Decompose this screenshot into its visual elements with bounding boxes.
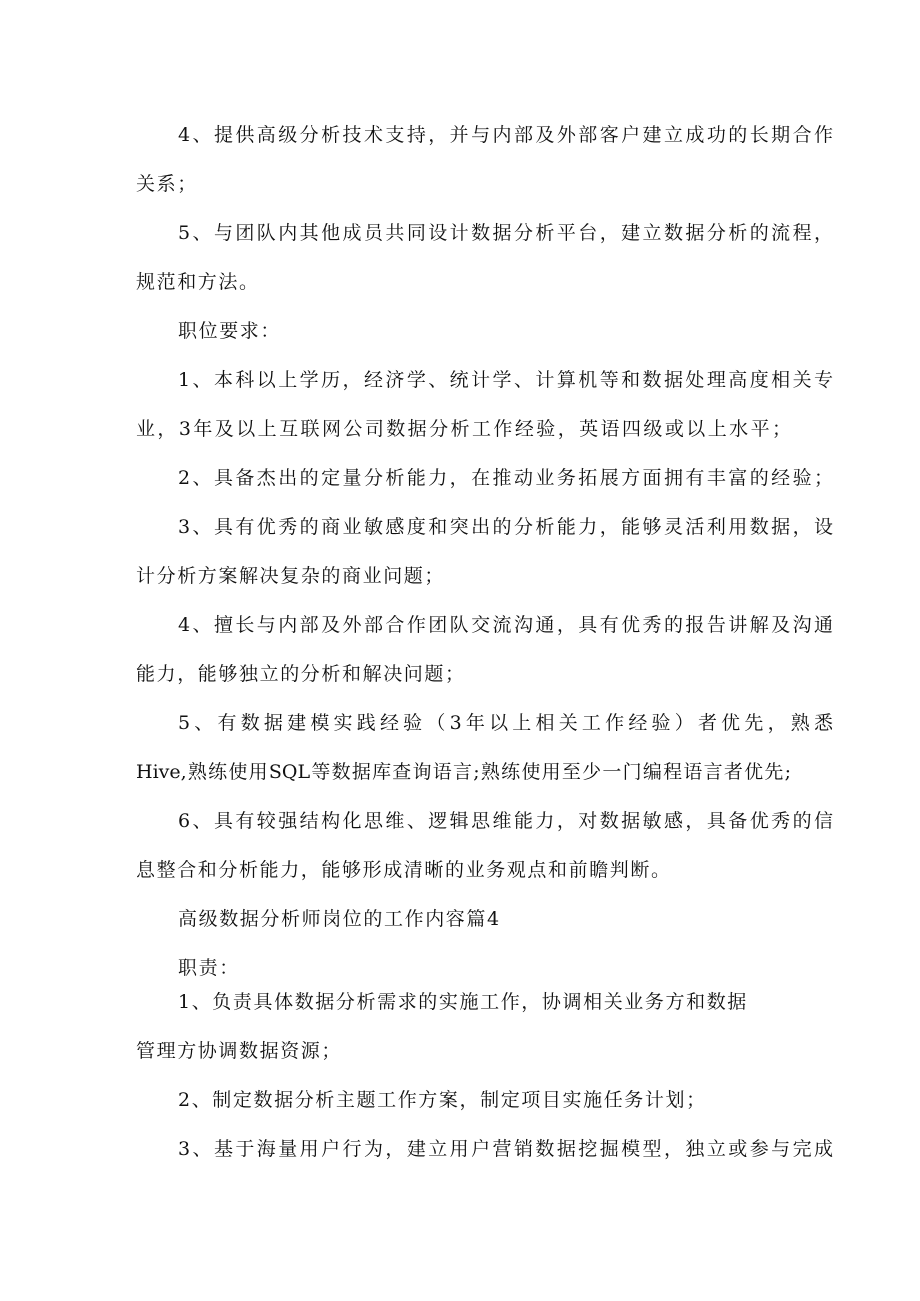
- paragraph-line: 3、具有优秀的商业敏感度和突出的分析能力，能够灵活利用数据，设: [178, 516, 833, 538]
- paragraph-line: 4、擅长与内部及外部合作团队交流沟通，具有优秀的报告讲解及沟通: [178, 614, 833, 636]
- paragraph-line: 关系；: [136, 173, 198, 195]
- paragraph-line: 2、制定数据分析主题工作方案，制定项目实施任务计划；: [178, 1089, 707, 1111]
- paragraph-line: 计分析方案解决复杂的商业问题；: [136, 565, 446, 587]
- paragraph-line: 4、提供高级分析技术支持，并与内部及外部客户建立成功的长期合作: [178, 124, 833, 146]
- paragraph-line: Hive,熟练使用SQL等数据库查询语言;熟练使用至少一门编程语言者优先;: [136, 761, 791, 783]
- paragraph-line: 息整合和分析能力，能够形成清晰的业务观点和前瞻判断。: [136, 859, 672, 881]
- paragraph-line: 业，3年及以上互联网公司数据分析工作经验，英语四级或以上水平；: [136, 418, 791, 440]
- paragraph-line: 5、有数据建模实践经验（3年以上相关工作经验）者优先，熟悉: [178, 712, 833, 734]
- paragraph-line: 1、负责具体数据分析需求的实施工作，协调相关业务方和数据: [178, 991, 748, 1013]
- paragraph-line: 3、基于海量用户行为，建立用户营销数据挖掘模型，独立或参与完成: [178, 1138, 833, 1160]
- paragraph-line: 6、具有较强结构化思维、逻辑思维能力，对数据敏感，具备优秀的信: [178, 810, 833, 832]
- paragraph-line: 2、具备杰出的定量分析能力，在推动业务拓展方面拥有丰富的经验；: [178, 467, 833, 489]
- paragraph-line: 能力，能够独立的分析和解决问题；: [136, 663, 466, 685]
- paragraph-line: 规范和方法。: [136, 271, 260, 293]
- section-heading: 职责：: [178, 957, 240, 979]
- section-title: 高级数据分析师岗位的工作内容篇4: [178, 908, 501, 930]
- paragraph-line: 5、与团队内其他成员共同设计数据分析平台，建立数据分析的流程，: [178, 222, 833, 244]
- paragraph-line: 管理方协调数据资源；: [136, 1040, 343, 1062]
- section-heading: 职位要求：: [178, 320, 282, 342]
- paragraph-line: 1、本科以上学历，经济学、统计学、计算机等和数据处理高度相关专: [178, 369, 833, 391]
